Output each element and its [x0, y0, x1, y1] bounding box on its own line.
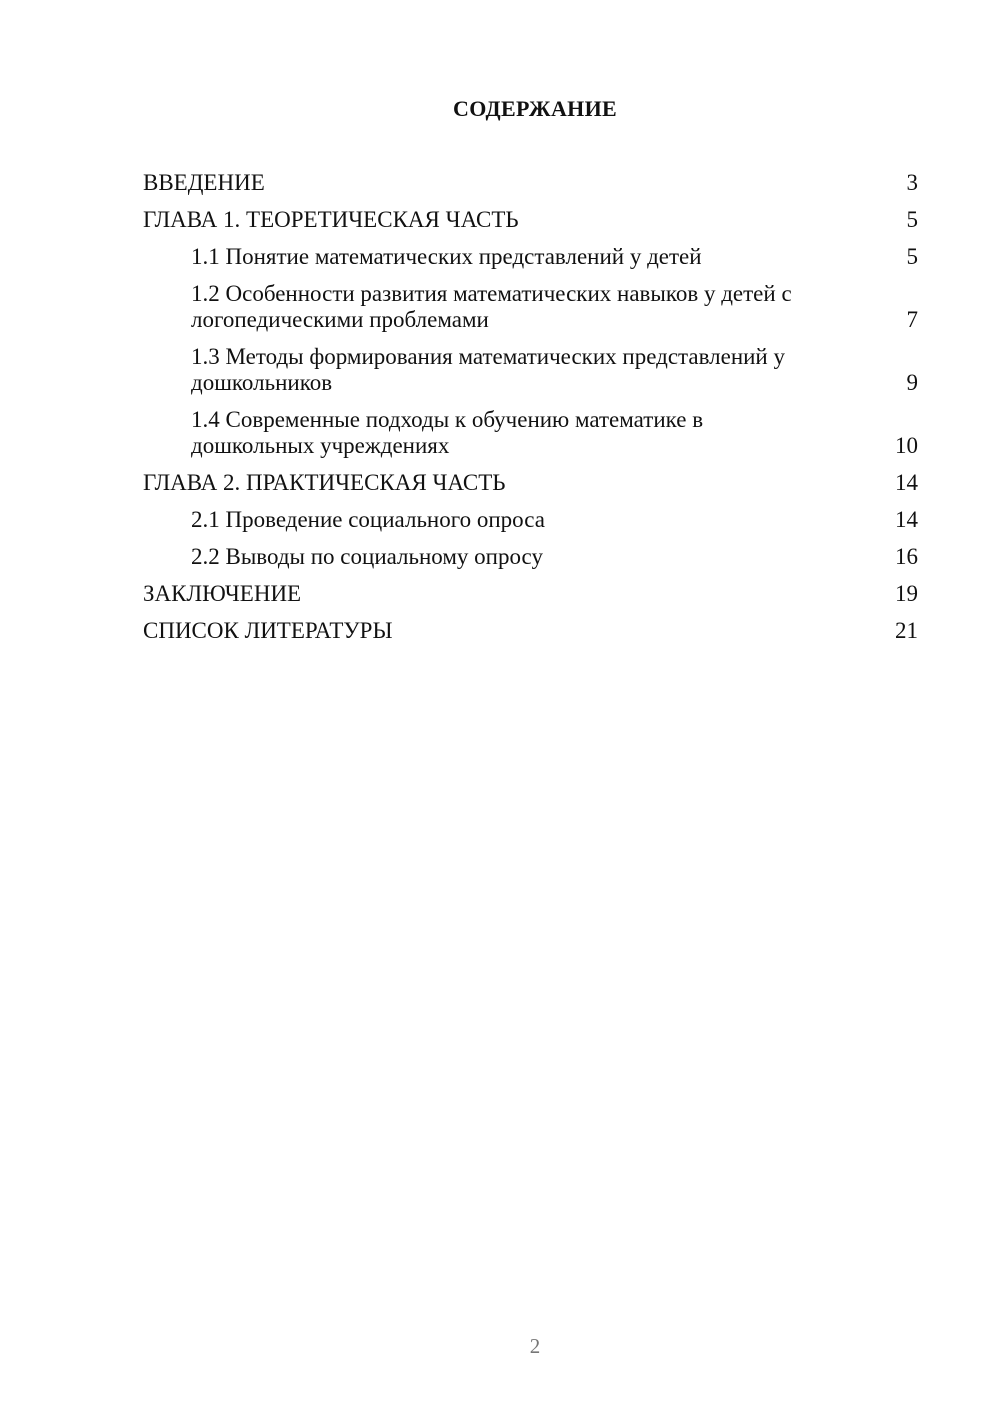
- toc-entry-page: 16: [895, 544, 918, 569]
- toc-entry-page: 9: [906, 370, 918, 395]
- toc-entry-chapter-2[interactable]: [143, 470, 918, 496]
- toc-entry-references[interactable]: [143, 618, 918, 644]
- toc-entry-text: ГЛАВА 1. ТЕОРЕТИЧЕСКАЯ ЧАСТЬ: [143, 207, 519, 232]
- toc-entry-text: 1.4 Современные подходы к обучению математике в дошкольных учреждениях: [191, 407, 704, 458]
- toc-entry-text: 1.3 Методы формирования математических представлений у дошкольников: [191, 344, 785, 395]
- toc-entry-page: 7: [906, 307, 918, 332]
- toc-entry-section-1-2[interactable]: [143, 281, 918, 333]
- toc-entry-introduction[interactable]: [143, 170, 918, 196]
- toc-entry-page: 5: [906, 207, 918, 232]
- page-number: 2: [529, 1334, 541, 1358]
- toc-entry-text: ГЛАВА 2. ПРАКТИЧЕСКАЯ ЧАСТЬ: [143, 470, 506, 495]
- toc-entry-chapter-1[interactable]: [143, 207, 918, 233]
- toc-entry-page: 10: [895, 433, 918, 458]
- toc-entry-section-1-3[interactable]: [143, 344, 918, 396]
- toc-entry-text: 2.2 Выводы по социальному опросу: [191, 544, 543, 569]
- toc-entry-text: 1.1 Понятие математических представлений у детей: [191, 244, 702, 269]
- table-of-contents: [143, 170, 918, 655]
- toc-entry-page: 19: [895, 581, 918, 606]
- toc-entry-text: ВВЕДЕНИЕ: [143, 170, 265, 195]
- toc-entry-page: 14: [895, 470, 918, 495]
- toc-entry-text: СПИСОК ЛИТЕРАТУРЫ: [143, 618, 393, 643]
- toc-entry-text: 1.2 Особенности развития математических навыков у детей с логопедическими проблемами: [191, 281, 792, 332]
- toc-entry-section-1-1[interactable]: [143, 244, 918, 270]
- toc-entry-page: 5: [906, 244, 918, 269]
- toc-entry-section-2-2[interactable]: [143, 544, 918, 570]
- toc-entry-page: 3: [906, 170, 918, 195]
- toc-entry-conclusion[interactable]: [143, 581, 918, 607]
- toc-entry-page: 21: [895, 618, 918, 643]
- toc-entry-text: ЗАКЛЮЧЕНИЕ: [143, 581, 302, 606]
- toc-entry-text: 2.1 Проведение социального опроса: [191, 507, 545, 532]
- toc-entry-page: 14: [895, 507, 918, 532]
- toc-entry-section-1-4[interactable]: [143, 407, 918, 459]
- page-title: СОДЕРЖАНИЕ: [453, 96, 617, 121]
- toc-entry-section-2-1[interactable]: [143, 507, 918, 533]
